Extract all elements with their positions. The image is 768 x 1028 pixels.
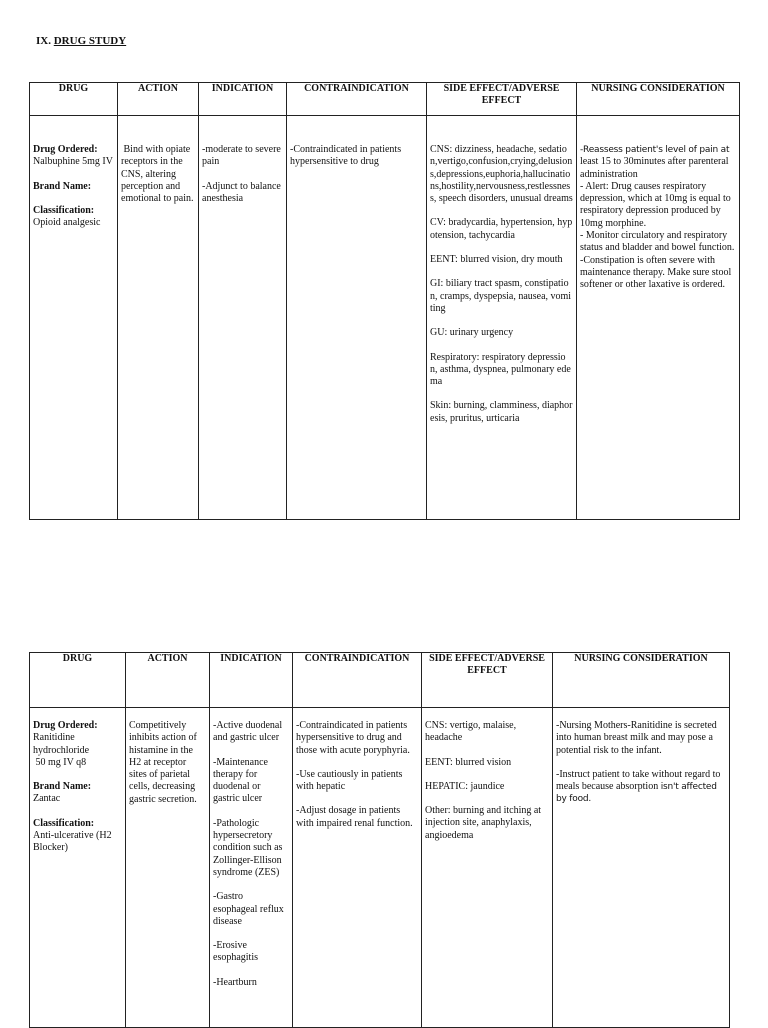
cell-contraindication — [287, 116, 427, 520]
cell-drug — [30, 708, 126, 1028]
cell-nursing — [553, 708, 730, 1028]
side-effect-respiratory: Respiratory: respiratory depression, asthma, dyspnea, pulmonary edema — [430, 351, 571, 388]
cell-drug — [30, 116, 118, 520]
header-indication: INDICATION — [210, 653, 293, 708]
brand-name-label: Brand Name: — [33, 180, 92, 192]
side-effect-skin: Skin: burning, clamminess, diaphoresis, pruritus, urticaria — [430, 400, 573, 424]
cell-action — [118, 116, 199, 520]
cell-indication — [210, 708, 293, 1028]
header-nursing: NURSING CONSIDERATION — [577, 83, 740, 116]
header-drug: DRUG — [30, 83, 118, 116]
action-text: Bind with opiate receptors in the CNS, altering perception and emotional to pain. — [121, 144, 194, 205]
table-header-row — [30, 653, 730, 708]
header-side-effect: SIDE EFFECT/ADVERSE EFFECT — [422, 653, 553, 708]
nursing-reassess-text: -Reassess patient's level of pain at — [580, 145, 730, 155]
nursing-meals-text: -Instruct patient to take without regard to meals because absorption — [556, 768, 721, 793]
nursing-alerts: - Alert: Drug causes respiratory depression, which at 10mg is equal to respiratory depression produced by 10mg morphine. - Monitor circulatory and respiratory status and bladder and bowel function. -Constipation is often severe with maintenance therapy. Make sure stool softener or other laxative is ordered. — [580, 180, 735, 291]
nursing-mothers-text: -Nursing Mothers-Ranitidine is secreted into human breast milk and may pose a potential risk to the infant. — [556, 720, 717, 756]
indication-item: -moderate to severe pain — [202, 144, 281, 168]
classification-value: Opioid analgesic — [33, 217, 101, 229]
indication-item: -Pathologic hypersecretory condition such as Zollinger-Ellison syndrome (ZES) — [213, 817, 283, 878]
header-indication: INDICATION — [199, 83, 287, 116]
header-action: ACTION — [126, 653, 210, 708]
section-number: IX. — [36, 35, 51, 47]
contraindication-item: -Contraindicated in patients hypersensitive to drug — [290, 144, 402, 168]
cell-side-effects — [427, 116, 577, 520]
drug-ordered-label: Drug Ordered: — [33, 720, 98, 731]
side-effect-gu: GU: urinary urgency — [430, 327, 514, 339]
side-effect-eent: EENT: blurred vision, dry mouth — [430, 254, 563, 266]
section-title: DRUG STUDY — [53, 35, 127, 47]
header-side-effect: SIDE EFFECT/ADVERSE EFFECT — [427, 83, 577, 116]
cell-side-effects — [422, 708, 553, 1028]
header-drug: DRUG — [30, 653, 126, 708]
table-row — [30, 708, 730, 1028]
side-effect-gi: GI: biliary tract spasm, constipation, cramps, dyspepsia, nausea, vomiting — [430, 278, 572, 314]
side-effect-other: Other: burning and itching at injection site, anaphylaxis, angioedema — [425, 805, 542, 841]
cell-indication — [199, 116, 287, 520]
table-row — [30, 116, 740, 520]
section-heading — [36, 35, 126, 47]
contraindication-item: -Use cautiously in patients with hepatic — [296, 768, 403, 793]
classification-label: Classification: — [33, 817, 95, 829]
side-effect-cv: CV: bradycardia, hypertension, hypotension, tachycardia — [430, 217, 573, 241]
contraindication-item: -Contraindicated in patients hypersensitive to drug and those with acute poryphyria. — [296, 720, 410, 756]
classification-value: Anti-ulcerative (H2 Blocker) — [33, 830, 112, 854]
indication-item: -Heartburn — [213, 976, 257, 988]
indication-item: -Erosive esophagitis — [213, 940, 258, 964]
side-effect-hepatic: HEPATIC: jaundice — [425, 780, 505, 792]
classification-label: Classification: — [33, 204, 95, 216]
header-action: ACTION — [118, 83, 199, 116]
drug-ordered-value: Nalbuphine 5mg IV — [33, 156, 113, 168]
contraindication-item: -Adjust dosage in patients with impaired renal function. — [296, 805, 413, 829]
drug-study-table-nalbuphine — [29, 82, 740, 520]
side-effect-eent: EENT: blurred vision — [425, 756, 512, 768]
side-effect-cns: CNS: dizziness, headache, sedation,vertigo,confusion,crying,delusions,depressions,euphoria,hallucinations,hostility,nervousness,restlessness, speech disorders, unusual dreams — [430, 144, 573, 205]
indication-item: -Active duodenal and gastric ulcer — [213, 720, 283, 744]
nursing-meals-sans: isn't affected by food. — [556, 782, 717, 805]
brand-name-value: Zantac — [33, 793, 61, 805]
side-effect-cns: CNS: vertigo, malaise, headache — [425, 720, 517, 744]
drug-study-table-ranitidine — [29, 652, 730, 1028]
cell-nursing — [577, 116, 740, 520]
table-header-row — [30, 83, 740, 116]
cell-contraindication — [293, 708, 422, 1028]
header-contraindication: CONTRAINDICATION — [287, 83, 427, 116]
drug-ordered-value: Ranitidine hydrochloride 50 mg IV q8 — [33, 732, 90, 768]
action-text: Competitively inhibits action of histamine in the H2 at receptor sites of parietal cells, decreasing gastric secretion. — [129, 720, 197, 805]
indication-item: -Adjunct to balance anesthesia — [202, 180, 281, 204]
brand-name-label: Brand Name: — [33, 781, 92, 793]
cell-action — [126, 708, 210, 1028]
header-contraindication: CONTRAINDICATION — [293, 653, 422, 708]
drug-ordered-label: Drug Ordered: — [33, 144, 98, 155]
indication-item: -Gastro esophageal reflux disease — [213, 891, 284, 927]
indication-item: -Maintenance therapy for duodenal or gastric ulcer — [213, 756, 268, 805]
header-nursing: NURSING CONSIDERATION — [553, 653, 730, 708]
nursing-reassess-rest: least 15 to 30minutes after parenteral administration — [580, 156, 729, 180]
